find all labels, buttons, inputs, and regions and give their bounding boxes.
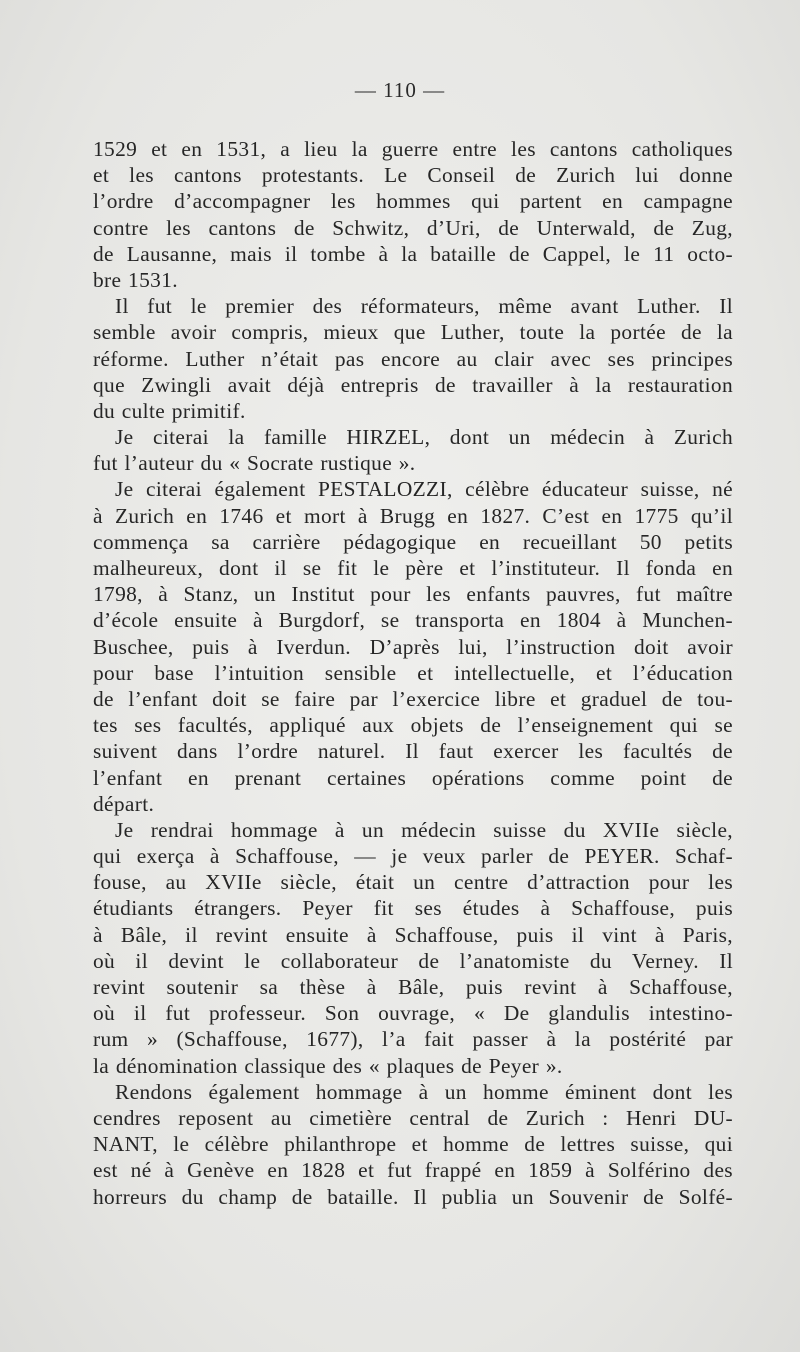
text-line: l’ordre d’accompagner les hommes qui partent en campagne xyxy=(93,189,733,214)
text-line: fut l’auteur du « Socrate rustique ». xyxy=(93,451,416,476)
text-line: 1529 et en 1531, a lieu la guerre entre les cantons catholiques xyxy=(93,137,733,161)
text-line: l’enfant en prenant certaines opérations comme point de xyxy=(93,765,733,790)
text-line: du culte primitif. xyxy=(93,398,246,423)
page-number: — 110 — xyxy=(354,78,446,102)
text-line: semble avoir compris, mieux que Luther, toute la portée de la xyxy=(93,320,733,345)
text-line: Buschee, puis à Iverdun. D’après lui, l’instruction doit avoir xyxy=(93,634,733,659)
text-line: revint soutenir sa thèse à Bâle, puis revint à Schaffouse, xyxy=(93,975,733,999)
text-line: pour base l’intuition sensible et intellectuelle, et l’éducation xyxy=(93,660,733,685)
text-line: suivent dans l’ordre naturel. Il faut exercer les facultés de xyxy=(93,739,733,764)
text-line: Je rendrai hommage à un médecin suisse du XVIIe siècle, xyxy=(115,817,733,842)
text-line: de l’enfant doit se faire par l’exercice libre et graduel de tou- xyxy=(93,686,733,711)
text-line: est né à Genève en 1828 et fut frappé en 1859 à Solférino des xyxy=(93,1158,733,1183)
text-line: cendres reposent au cimetière central de Zurich : Henri DU- xyxy=(93,1105,733,1130)
text-line: départ. xyxy=(93,791,155,816)
text-line: qui exerça à Schaffouse, — je veux parler de PEYER. Schaf- xyxy=(93,844,733,869)
text-line: Rendons également hommage à un homme éminent dont les xyxy=(115,1079,733,1104)
text-line: où il fut professeur. Son ouvrage, « De glandulis intestino- xyxy=(93,1001,733,1026)
text-line: tes ses facultés, appliqué aux objets de l’enseignement qui se xyxy=(93,713,733,738)
text-line: et les cantons protestants. Le Conseil de Zurich lui donne xyxy=(93,163,733,188)
body-text xyxy=(93,136,733,1210)
text-line: à Zurich en 1746 et mort à Brugg en 1827. C’est en 1775 qu’il xyxy=(93,503,733,528)
text-line: réforme. Luther n’était pas encore au clair avec ses principes xyxy=(93,346,733,371)
text-line: malheureux, dont il se fit le père et l’instituteur. Il fonda en xyxy=(93,556,733,580)
text-line: bre 1531. xyxy=(93,267,178,292)
text-line: la dénomination classique des « plaques de Peyer ». xyxy=(93,1053,563,1078)
text-line: Je citerai la famille HIRZEL, dont un médecin à Zurich xyxy=(115,425,733,450)
text-line: NANT, le célèbre philanthrope et homme de lettres suisse, qui xyxy=(93,1132,733,1157)
text-line: Je citerai également PESTALOZZI, célèbre éducateur suisse, né xyxy=(115,477,733,502)
text-line: que Zwingli avait déjà entrepris de travailler à la restauration xyxy=(93,372,733,397)
text-line: d’école ensuite à Burgdorf, se transporta en 1804 à Munchen- xyxy=(93,608,733,633)
text-line: Il fut le premier des réformateurs, même avant Luther. Il xyxy=(115,294,733,319)
text-line: de Lausanne, mais il tombe à la bataille de Cappel, le 11 octo- xyxy=(93,241,733,266)
text-line: horreurs du champ de bataille. Il publia un Souvenir de Solfé- xyxy=(93,1184,733,1209)
text-line: rum » (Schaffouse, 1677), l’a fait passer à la postérité par xyxy=(93,1027,733,1052)
text-line: à Bâle, il revint ensuite à Schaffouse, puis il vint à Paris, xyxy=(93,922,733,947)
text-line: fouse, au XVIIe siècle, était un centre d’attraction pour les xyxy=(93,870,733,895)
text-line: 1798, à Stanz, un Institut pour les enfants pauvres, fut maître xyxy=(93,582,733,607)
text-line: contre les cantons de Schwitz, d’Uri, de Unterwald, de Zug, xyxy=(93,215,733,240)
text-line: où il devint le collaborateur de l’anatomiste du Verney. Il xyxy=(93,948,733,973)
text-line: étudiants étrangers. Peyer fit ses études à Schaffouse, puis xyxy=(93,896,733,921)
text-line: commença sa carrière pédagogique en recueillant 50 petits xyxy=(93,529,733,554)
